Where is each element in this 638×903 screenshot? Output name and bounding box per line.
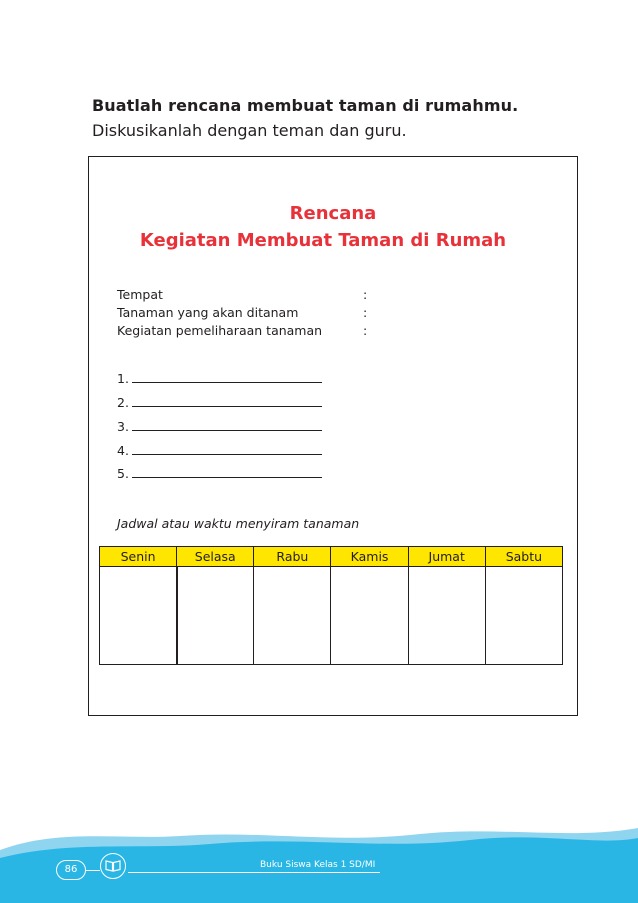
- footer-divider: [86, 870, 100, 871]
- schedule-cell: [100, 567, 177, 665]
- blank-line: [132, 444, 322, 455]
- item-number: 2.: [117, 395, 129, 410]
- list-item: [117, 466, 322, 481]
- plan-subtitle: Kegiatan Membuat Taman di Rumah: [139, 230, 507, 251]
- schedule-cell: [177, 567, 254, 665]
- day-header-selasa: Selasa: [177, 547, 254, 567]
- list-item: [117, 419, 322, 434]
- field-colon: :: [363, 323, 368, 338]
- item-number: 1.: [117, 371, 129, 386]
- schedule-table: [99, 546, 563, 665]
- schedule-cell: [485, 567, 562, 665]
- field-colon: :: [363, 305, 368, 320]
- list-item: [117, 443, 322, 458]
- schedule-cell: [331, 567, 408, 665]
- item-number: 4.: [117, 443, 129, 458]
- blank-line: [132, 420, 322, 431]
- list-item: [117, 395, 322, 410]
- day-header-sabtu: Sabtu: [485, 547, 562, 567]
- day-header-senin: Senin: [100, 547, 177, 567]
- item-number: 5.: [117, 466, 129, 481]
- day-header-jumat: Jumat: [408, 547, 485, 567]
- book-icon: [100, 853, 126, 879]
- field-colon: :: [363, 287, 368, 302]
- instruction-line-2: Diskusikanlah dengan teman dan guru.: [92, 121, 407, 140]
- plan-box: [88, 156, 578, 716]
- list-item: [117, 371, 322, 386]
- schedule-cell: [254, 567, 331, 665]
- footer-wave: [0, 810, 638, 903]
- page-number: 86: [56, 860, 86, 880]
- instruction-line-1: Buatlah rencana membuat taman di rumahmu.: [92, 96, 519, 115]
- field-label-tempat: Tempat: [117, 287, 163, 302]
- schedule-label: Jadwal atau waktu menyiram tanaman: [117, 516, 360, 531]
- day-header-rabu: Rabu: [254, 547, 331, 567]
- blank-line: [132, 396, 322, 407]
- item-number: 3.: [117, 419, 129, 434]
- blank-line: [132, 467, 322, 478]
- field-label-tanaman: Tanaman yang akan ditanam: [117, 305, 299, 320]
- book-title: Buku Siswa Kelas 1 SD/MI: [260, 860, 376, 870]
- plan-title: Rencana: [289, 203, 377, 224]
- blank-line: [132, 372, 322, 383]
- schedule-cell: [408, 567, 485, 665]
- footer-divider: [128, 872, 380, 873]
- field-label-kegiatan: Kegiatan pemeliharaan tanaman: [117, 323, 323, 338]
- day-header-kamis: Kamis: [331, 547, 408, 567]
